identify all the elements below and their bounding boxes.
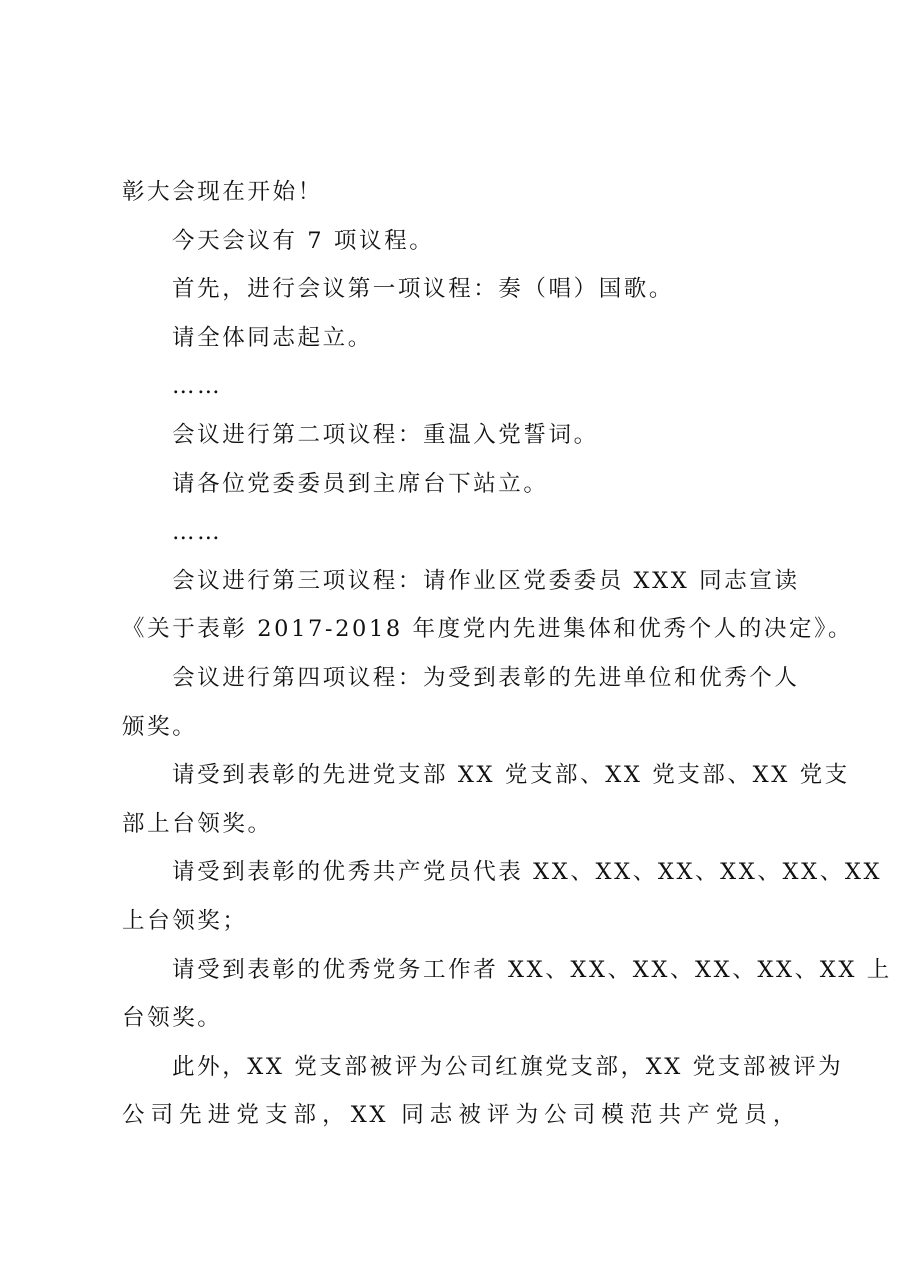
paragraph-line: 彰大会现在开始！ [122,179,323,205]
paragraph-line: 上台领奖； [122,907,248,934]
paragraph-line: 请各位党委委员到主席台下站立。 [172,470,549,497]
document-body [122,168,892,1140]
paragraph-line: 请受到表彰的优秀共产党员代表 XX、XX、XX、XX、XX、XX [172,859,883,886]
paragraph-line: 请受到表彰的先进党支部 XX 党支部、XX 党支部、XX 党支 [172,762,850,789]
paragraph-line: 台领奖。 [122,1005,223,1032]
paragraph-line: 《关于表彰 2017-2018 年度党内先进集体和优秀个人的决定》。 [122,616,854,643]
paragraph-line: 今天会议有 7 项议程。 [172,227,435,254]
ellipsis-line: …… [172,373,223,400]
paragraph-line: 会议进行第二项议程：重温入党誓词。 [172,421,599,448]
paragraph-line: 请全体同志起立。 [172,324,373,351]
paragraph-line: 部上台领奖。 [122,810,273,837]
paragraph-line: 公司先进党支部，XX 同志被评为公司模范共产党员， [122,1102,798,1129]
ellipsis-line: …… [172,519,223,546]
paragraph-line: 颁奖。 [122,713,198,740]
paragraph-line: 会议进行第四项议程：为受到表彰的先进单位和优秀个人 [172,664,800,691]
paragraph-line: 首先，进行会议第一项议程：奏（唱）国歌。 [172,276,675,303]
paragraph-line: 此外，XX 党支部被评为公司红旗党支部，XX 党支部被评为 [172,1053,844,1080]
paragraph-line: 会议进行第三项议程：请作业区党委委员 XXX 同志宣读 [172,567,800,594]
paragraph-line: 请受到表彰的优秀党务工作者 XX、XX、XX、XX、XX、XX 上 [172,956,892,983]
